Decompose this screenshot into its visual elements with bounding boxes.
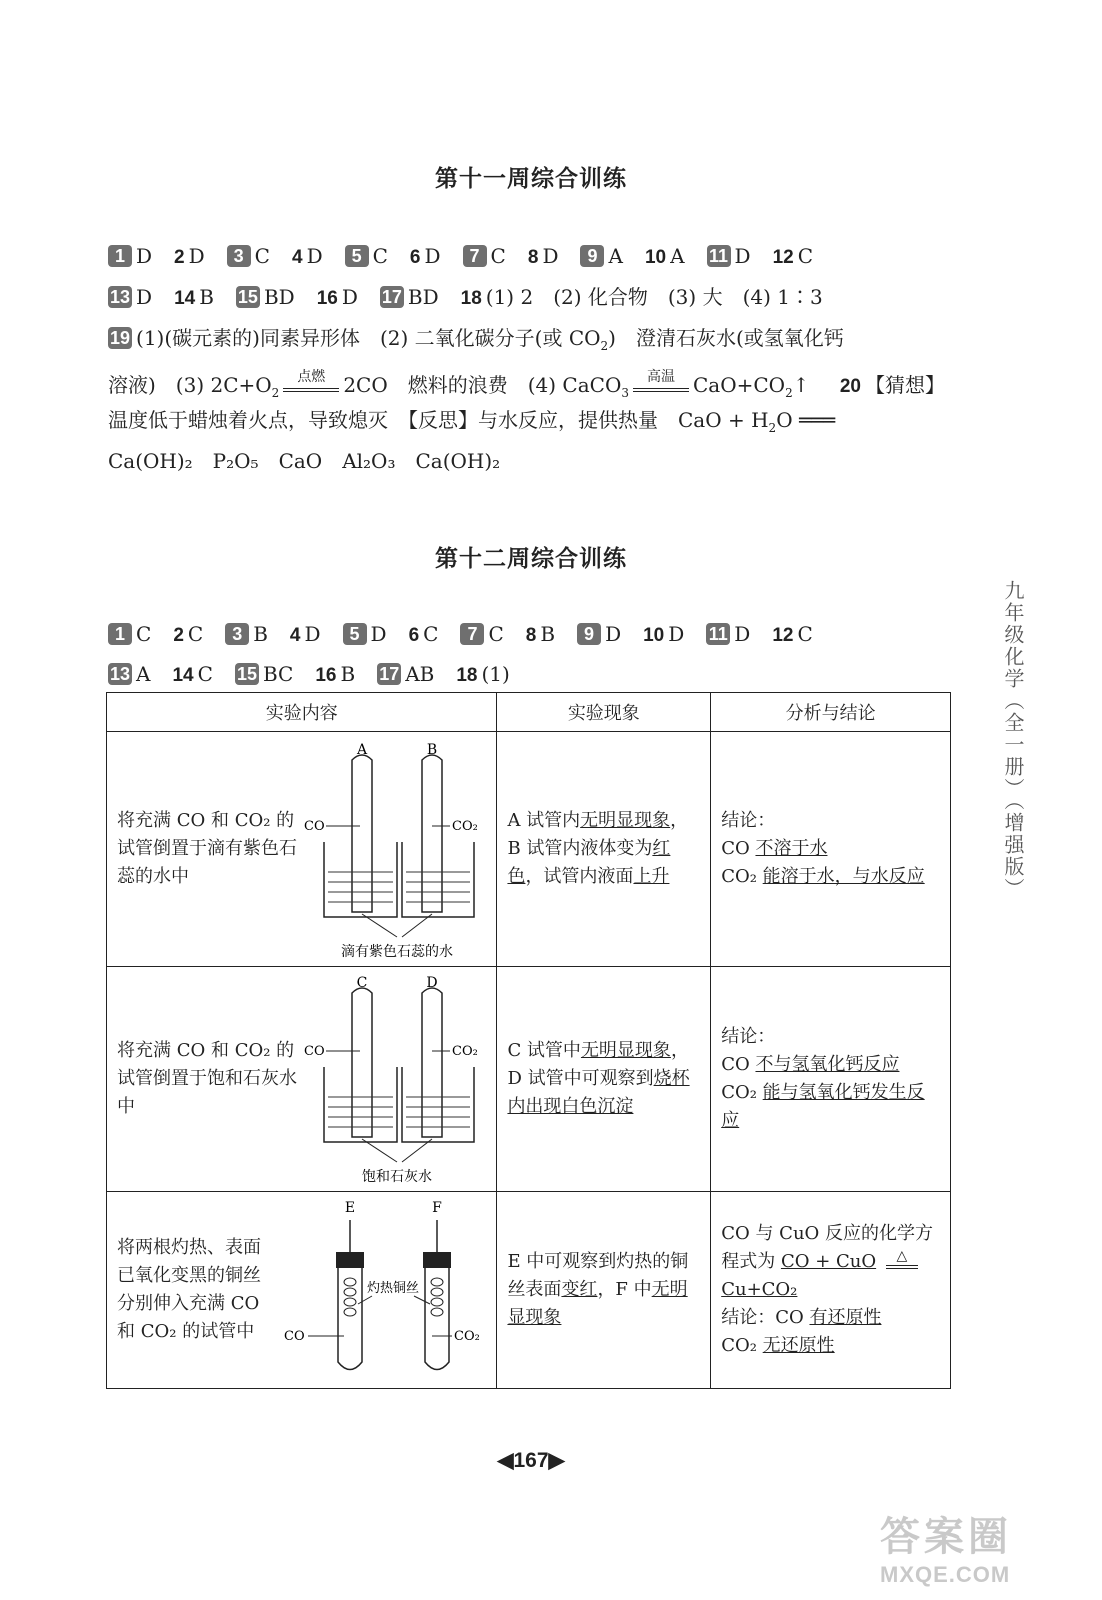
answer-letter: D <box>341 285 358 309</box>
answer-item <box>377 661 434 687</box>
answer-letter: C <box>187 622 204 646</box>
answer-letter: A <box>670 244 685 268</box>
week11-title: 第十一周综合训练 <box>435 166 627 192</box>
q20-line3: 温度低于蜡烛着火点，导致熄灭 【反思】与水反应，提供热量 CaO + $H_2O$ ═══ <box>108 408 836 435</box>
question-number: 12 <box>772 625 794 646</box>
question-number-badge: 13 <box>110 287 131 307</box>
answer-letter: D <box>734 244 751 268</box>
answer-item <box>290 621 321 649</box>
answer-letter: BD <box>263 285 295 309</box>
question-number-badge: 11 <box>707 245 731 267</box>
answer-letter: C <box>488 622 504 646</box>
question-number: 2 <box>174 247 185 268</box>
watermark-sub: MXQE.COM <box>880 1562 1011 1587</box>
condition-high-temp: 高温 <box>629 372 693 402</box>
answer-letter: (1) <box>481 662 510 686</box>
answer-item <box>460 621 503 647</box>
question-number: 6 <box>408 625 420 646</box>
answer-letter: A <box>608 244 623 268</box>
page-number: ◀167▶ <box>497 1449 565 1472</box>
answer-item <box>773 243 813 271</box>
answer-letter: D <box>734 622 751 646</box>
answer-letter: B <box>540 622 556 646</box>
answer-item <box>772 621 812 649</box>
answer-letter: B <box>340 662 356 686</box>
question-number-badge: 9 <box>580 245 604 267</box>
answer-item <box>108 284 152 310</box>
condition-heat: △ <box>882 1251 922 1273</box>
header-phenomenon: 实验现象 <box>497 693 711 732</box>
answer-letter: A <box>136 662 151 686</box>
question-number-badge: 1 <box>108 623 132 645</box>
svg-text:CO: CO <box>304 819 326 834</box>
week11-q19-q20 <box>108 318 958 482</box>
question-number: 8 <box>525 625 537 646</box>
answer-item <box>410 243 441 271</box>
answer-item <box>317 284 358 312</box>
header-content: 实验内容 <box>107 693 497 732</box>
table-row <box>107 1192 951 1389</box>
question-number: 14 <box>174 288 196 309</box>
side-book-title: 九年级化学（全一册）（增强版） <box>1001 580 1025 900</box>
svg-text:CO₂: CO₂ <box>452 819 479 834</box>
test-tube-diagram-2 <box>302 967 492 1191</box>
answer-item <box>409 621 439 649</box>
header-conclusion: 分析与结论 <box>711 693 951 732</box>
answer-letter: C <box>797 244 814 268</box>
answer-letter: C <box>136 622 152 646</box>
answer-item <box>380 284 439 310</box>
answer-item <box>580 243 622 269</box>
question-number-badge: 1 <box>108 245 132 267</box>
question-number-badge: 5 <box>343 623 367 645</box>
answer-letter: D <box>668 622 685 646</box>
answer-letter: BC <box>262 662 294 686</box>
answer-item <box>172 661 212 689</box>
question-number-badge: 7 <box>460 623 484 645</box>
experiment-phenomenon: E 中可观察到灼热的铜丝表面变红，F 中无明显现象 <box>507 1251 689 1328</box>
answer-item <box>645 243 685 271</box>
svg-text:F: F <box>432 1200 443 1216</box>
svg-text:滴有紫色石蕊的水: 滴有紫色石蕊的水 <box>341 944 454 960</box>
answer-item <box>227 243 270 269</box>
answer-item <box>456 661 509 689</box>
q20-line4: Ca(OH)₂ P₂O₅ CaO Al₂O₃ Ca(OH)₂ <box>108 449 501 473</box>
answer-letter: C <box>197 662 213 686</box>
answer-letter: D <box>136 285 153 309</box>
answer-item <box>345 243 388 269</box>
question-number: 2 <box>173 625 184 646</box>
experiment-table <box>106 692 951 1389</box>
question-number: 18 <box>456 665 478 686</box>
svg-text:C: C <box>357 975 368 991</box>
answer-item <box>225 621 268 647</box>
answer-item <box>707 243 751 269</box>
experiment-conclusion: CO 与 CuO 反应的化学方程式为 CO + CuO △ Cu+CO₂ 结论：CO 有还原性 CO₂ 无还原性 <box>721 1223 934 1356</box>
answer-item <box>108 243 152 269</box>
watermark <box>880 1505 1012 1588</box>
answer-item <box>174 284 214 312</box>
question-number-badge: 7 <box>463 245 487 267</box>
table-row <box>107 732 951 967</box>
svg-text:饱和石灰水: 饱和石灰水 <box>362 1169 433 1185</box>
experiment-conclusion: 结论： CO 不与氢氧化钙反应 CO₂ 能与氢氧化钙发生反应 <box>721 1026 925 1131</box>
question-number: 10 <box>643 625 665 646</box>
question-number-badge: 13 <box>110 664 131 684</box>
question-number: 12 <box>772 247 794 268</box>
svg-text:B: B <box>427 742 438 758</box>
answer-letter: C <box>490 244 506 268</box>
answer-letter: C <box>372 244 388 268</box>
experiment-content: 将充满 CO 和 CO₂ 的试管倒置于饱和石灰水中 <box>117 1040 297 1117</box>
answer-letter: D <box>136 244 153 268</box>
experiment-conclusion: 结论： CO 不溶于水 CO₂ 能溶于水，与水反应 <box>721 810 925 887</box>
answer-letter: B <box>253 622 268 646</box>
svg-text:A: A <box>357 742 368 758</box>
question-number: 6 <box>409 247 421 268</box>
answer-item <box>706 621 750 647</box>
table-row <box>107 967 951 1192</box>
test-tube-diagram-1 <box>302 732 492 966</box>
answer-letter: D <box>306 244 323 268</box>
answer-letter: B <box>199 285 214 309</box>
question-number-badge: 3 <box>227 245 251 267</box>
answer-item <box>577 621 621 647</box>
condition-ignite: 点燃 <box>279 372 343 402</box>
q19-badge: 19 <box>110 328 131 348</box>
svg-text:CO₂: CO₂ <box>452 1044 479 1059</box>
experiment-phenomenon: A 试管内无明显现象，B 试管内液体变为红色，试管内液面上升 <box>507 810 689 887</box>
question-number: 10 <box>644 247 667 268</box>
watermark-main: 答案圈 <box>880 1515 1012 1559</box>
answer-item <box>463 243 506 269</box>
gas-arrow-icon: ↑ <box>792 373 810 397</box>
answer-letter: D <box>542 244 559 268</box>
question-number: 8 <box>527 247 539 268</box>
experiment-content: 将两根灼热、表面已氧化变黑的铜丝分别伸入充满 CO 和 CO₂ 的试管中 <box>117 1237 261 1342</box>
q18-answer: 18 (1) 2 (2) 化合物 (3) 大 (4) 1∶3 <box>460 285 823 309</box>
question-number-badge: 17 <box>381 287 402 307</box>
answer-letter: D <box>605 622 622 646</box>
answer-item <box>235 661 293 687</box>
question-number-badge: 11 <box>706 623 730 645</box>
table-header <box>107 693 951 732</box>
answer-item <box>526 621 555 649</box>
question-number: 4 <box>289 625 301 646</box>
q19-line2: 溶液) (3) $2C+O_2$ 点燃 2CO 燃料的浪费 (4) CaCO$_3$ 高温 $CaO+CO_2↑$ 20 【猜想】 <box>108 368 945 400</box>
svg-text:E: E <box>345 1200 356 1216</box>
question-number: 16 <box>316 288 338 309</box>
svg-text:CO₂: CO₂ <box>454 1329 481 1344</box>
answer-letter: AB <box>405 662 435 686</box>
question-number-badge: 17 <box>379 664 400 684</box>
question-number: 4 <box>291 247 303 268</box>
question-number-badge: 3 <box>225 623 249 645</box>
answer-item <box>173 621 203 649</box>
week11-answers-row1 <box>108 243 968 271</box>
answer-item <box>174 243 205 271</box>
answer-item <box>108 621 151 647</box>
week11-answers-row2 <box>108 284 968 312</box>
answer-item <box>528 243 559 271</box>
experiment-content: 将充满 CO 和 CO₂ 的试管倒置于滴有紫色石蕊的水中 <box>117 810 297 887</box>
question-number-badge: 9 <box>577 623 601 645</box>
answer-letter: D <box>424 244 441 268</box>
answer-item <box>643 621 684 649</box>
question-number: 16 <box>315 665 337 686</box>
answer-item <box>236 284 295 310</box>
answer-item <box>343 621 387 647</box>
answer-letter: D <box>370 622 387 646</box>
svg-text:CO: CO <box>304 1044 326 1059</box>
question-number-badge: 5 <box>345 245 369 267</box>
question-number-badge: 15 <box>236 664 257 684</box>
svg-text:CO: CO <box>284 1329 306 1344</box>
answer-letter: D <box>304 622 321 646</box>
q19-line1: 19 (1)(碳元素的)同素异形体 (2) 二氧化碳分子(或 $CO_2$) 澄清石灰水(或氢氧化钙 <box>110 326 844 353</box>
question-number-badge: 15 <box>237 287 258 307</box>
answer-item <box>292 243 323 271</box>
answer-letter: C <box>254 244 270 268</box>
answer-letter: C <box>797 622 813 646</box>
svg-text:D: D <box>426 975 439 991</box>
answer-item <box>108 661 150 687</box>
svg-text:灼热铜丝: 灼热铜丝 <box>367 1281 420 1296</box>
question-number: 14 <box>172 665 194 686</box>
experiment-phenomenon: C 试管中无明显现象，D 试管中可观察到烧杯内出现白色沉淀 <box>507 1040 690 1117</box>
answer-letter: BD <box>407 285 439 309</box>
answer-letter: C <box>423 622 439 646</box>
week12-title: 第十二周综合训练 <box>435 546 627 572</box>
week12-answers-row2 <box>108 661 968 689</box>
answer-item <box>315 661 355 689</box>
copper-wire-diagram <box>282 1192 492 1388</box>
answer-letter: D <box>188 244 205 268</box>
week12-answers-row1 <box>108 621 968 649</box>
